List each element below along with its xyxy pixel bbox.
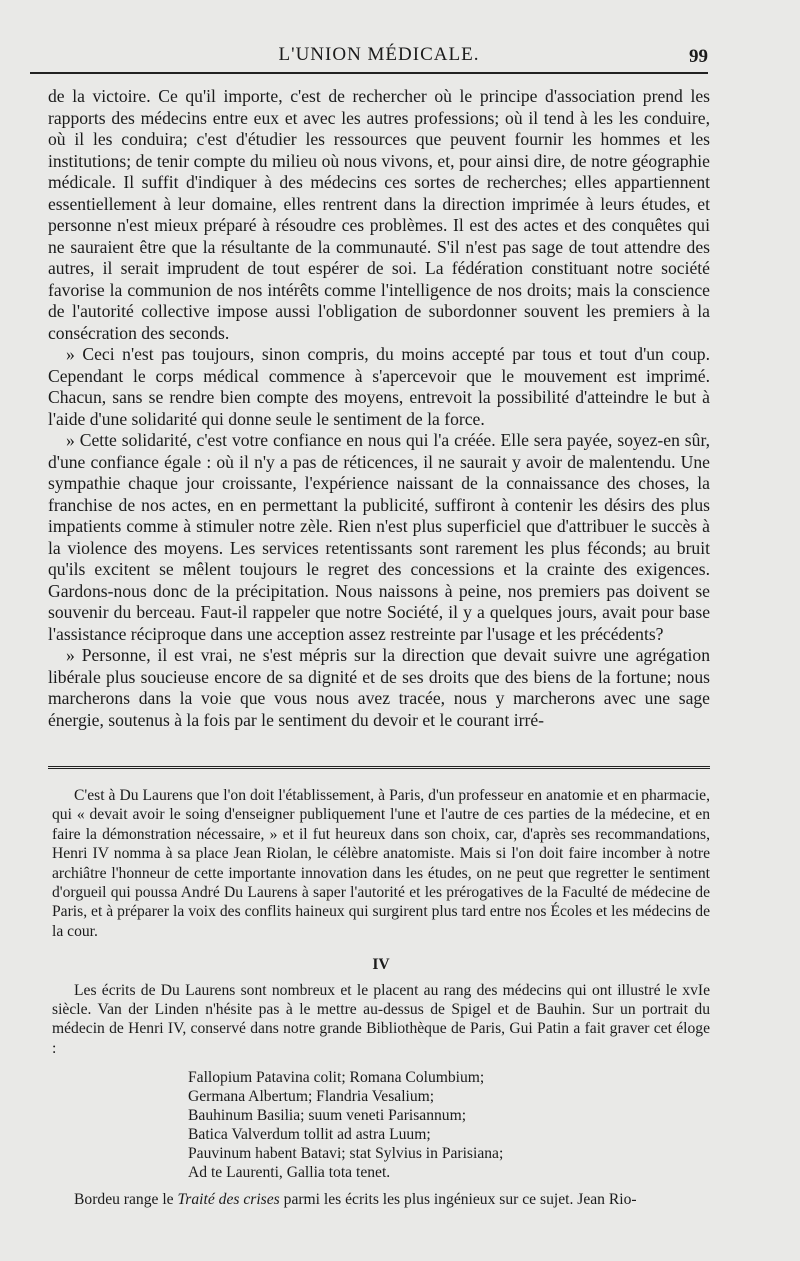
page-number: 99	[689, 46, 708, 67]
section-heading: IV	[372, 956, 390, 974]
verse-line: Pauvinum habent Batavi; stat Sylvius in Parisiana;	[188, 1145, 504, 1163]
main-paragraph: » Personne, il est vrai, ne s'est mépris sur la direction que devait suivre une agrégation libérale plus soucieuse encore de sa dignité et de ses droits que des biens de la fortune; nous marcherons dans la voie que vous nous avez tracée, nous y marcherons avec une sage énergie, soutenus à la fois par le sentiment du devoir et le courant irré-	[48, 645, 710, 730]
running-header	[50, 44, 708, 74]
footnote-separator	[48, 766, 710, 774]
verse-line: Ad te Laurenti, Gallia tota tenet.	[188, 1164, 391, 1182]
verse-line: Bauhinum Basilia; suum veneti Parisannum;	[188, 1107, 467, 1125]
main-paragraph: » Ceci n'est pas toujours, sinon compris, du moins accepté par tous et tout d'un coup. Cependant le corps médical commence à s'apercevoir que le mouvement est imprimé. Chacun, sans se rendre bien compte des moyens, entrevoit la possibilité d'atteindre le but à l'aide d'une solidarité qui donne seule le sentiment de la force.	[48, 344, 710, 429]
note-paragraph: C'est à Du Laurens que l'on doit l'établissement, à Paris, d'un professeur en anatomie et en pharmacie, qui « devait avoir le soing d'enseigner publiquement l'une et l'autre de ces parties de la médecine, et en faire la démonstration nécessaire, » et il fut heureux dans son choix, car, d'après ses recommandations, Henri IV nomma à sa place Jean Riolan, le célèbre anatomiste. Mais si l'on doit faire incomber à notre archiâtre l'honneur de cette importante innovation dans les études, on ne peut que regretter le sentiment d'orgueil qui poussa André Du Laurens à saper l'autorité et les prérogatives de la Faculté de médecine de Paris, et à préparer la voix des conflits haineux qui surgirent plus tard entre nos Écoles et les médecins de la cour.	[52, 787, 710, 940]
main-paragraph: » Cette solidarité, c'est votre confiance en nous qui l'a créée. Elle sera payée, soyez-en sûr, d'une confiance égale : où il n'y a pas de réticences, il ne saurait y avoir de malentendu. Une sympathie chaque jour croissante, l'expérience naissant de la connaissance des choses, la franchise de nos actes, en en permettant la publicité, suffiront à contenir les désirs des plus impatients comme à stimuler notre zèle. Rien n'est plus superficiel que d'attribuer le succès à la violence des moyens. Les services retentissants sont rarement les plus féconds; au bruit qu'ils excitent se mêlent toujours le regret des concessions et la crainte des exigences. Gardons-nous donc de la précipitation. Nous naissons à peine, nos premiers pas doivent se souvenir du berceau. Faut-il rappeler que notre Société, il y a quelques jours, avait pour base l'assistance réciproque dans une acception assez restreinte par l'usage et les précédents?	[48, 430, 710, 644]
latin-verse	[188, 1068, 710, 1182]
verse-line: Germana Albertum; Flandria Vesalium;	[188, 1088, 435, 1106]
note-paragraph: Les écrits de Du Laurens sont nombreux et le placent au rang des médecins qui ont illustré le xvIe siècle. Van der Linden n'hésite pas à le mettre au-dessus de Spigel et de Bauhin. Sur un portrait du médecin de Henri IV, conservé dans notre grande Bibliothèque de Paris, Gui Patin a fait graver cet éloge :	[52, 981, 710, 1057]
main-paragraph: de la victoire. Ce qu'il importe, c'est de rechercher où le principe d'association prend les rapports des médecins entre eux et avec les autres professions; où il tend à les les conduire, où il les conduira; c'est d'étudier les ressources que peuvent fournir les hommes et les institutions; de tenir compte du milieu où nous vivons, et, pour ainsi dire, de notre géographie médicale. Il suffit d'indiquer à des médecins ces sortes de recherches; elles appartiennent essentiellement à leur domaine, elles rentrent dans la direction imprimée à leurs études, et personne n'est mieux préparé à résoudre ces problèmes. Il est des actes et des conquêtes qui ne sauraient être que la résultante de la communauté. S'il n'est pas sage de tout attendre des autres, il serait imprudent de tout espérer de soi. La fédération constituant notre société favorise la communion de nos intérêts comme l'intelligence de nos droits; mais la conscience de l'autorité collective impose aussi l'obligation de subordonner souvent les premiers à la consécration des seconds.	[48, 86, 710, 343]
main-text	[48, 86, 710, 731]
book-title: Traité des crises	[177, 1191, 280, 1209]
header-rule	[30, 72, 708, 74]
text-start: Bordeu range le	[74, 1191, 174, 1209]
note-paragraph-last	[52, 1190, 710, 1209]
text-end: parmi les écrits les plus ingénieux sur ce sujet. Jean Rio-	[283, 1191, 637, 1209]
journal-title: L'UNION MÉDICALE.	[278, 44, 480, 65]
verse-line: Fallopium Patavina colit; Romana Columbium;	[188, 1069, 485, 1087]
feuilleton-text	[52, 786, 710, 1210]
verse-line: Batica Valverdum tollit ad astra Luum;	[188, 1126, 431, 1144]
